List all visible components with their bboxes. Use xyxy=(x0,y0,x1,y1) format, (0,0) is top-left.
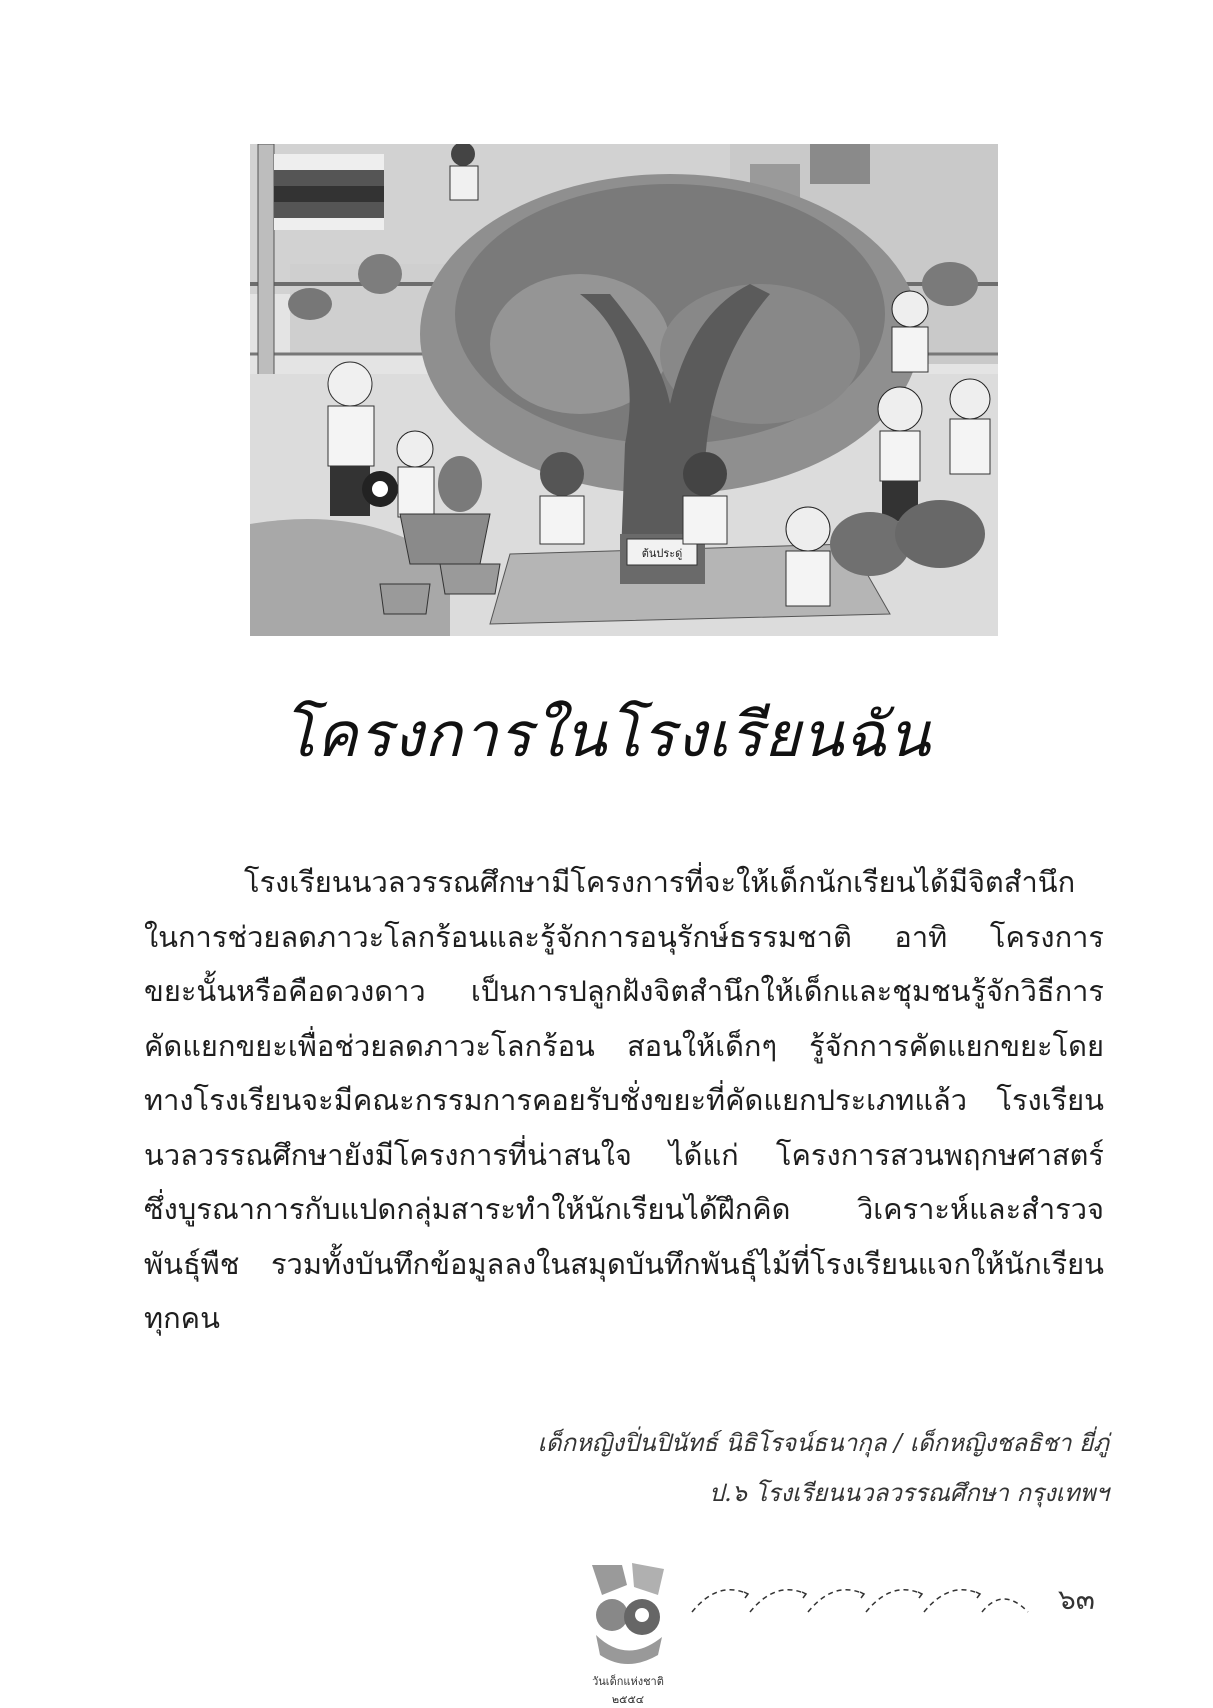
author-school: ป.๖ โรงเรียนนวลวรรณศึกษา กรุงเทพฯ xyxy=(708,1479,1109,1507)
body-line: คัดแยกขยะเพื่อช่วยลดภาวะโลกร้อน สอนให้เด็กๆ รู้จักการคัดแยกขยะโดย xyxy=(144,1028,1104,1063)
school-garden-drawing-icon xyxy=(250,144,998,636)
page-number: ๖๓ xyxy=(1058,1583,1095,1616)
cover-illustration xyxy=(250,144,998,636)
body-line: ทางโรงเรียนจะมีคณะกรรมการคอยรับชั่งขยะที่คัดแยกประเภทแล้ว โรงเรียน xyxy=(144,1083,1104,1117)
body-line: นวลวรรณศึกษายังมีโครงการที่น่าสนใจ ได้แก่ โครงการสวนพฤกษศาสตร์ xyxy=(144,1137,1104,1172)
body-line: ทุกคน xyxy=(144,1301,220,1335)
author-names: เด็กหญิงปิ่นปินัทธ์ นิธิโรจน์ธนากุล / เด็กหญิงชลธิชา ยี่ภู่ xyxy=(537,1429,1109,1457)
logo-caption: วันเด็กแห่งชาติ ๒๕๕๔ xyxy=(592,1675,664,1706)
body-line: ในการช่วยลดภาวะโลกร้อนและรู้จักการอนุรักษ์ธรรมชาติ อาทิ โครงการ xyxy=(144,919,1104,954)
tree-sign-label: ต้นประดู่ xyxy=(641,547,683,560)
body-line: พันธุ์พืช รวมทั้งบันทึกข้อมูลลงในสมุดบันทึกพันธุ์ไม้ที่โรงเรียนแจกให้นักเรียน xyxy=(144,1246,1104,1281)
page-title: โครงการในโรงเรียนฉัน xyxy=(281,698,932,771)
decorative-arcs-icon xyxy=(688,1572,1033,1632)
body-paragraph xyxy=(144,855,1104,1346)
author-credit xyxy=(538,1418,1109,1518)
body-line: โรงเรียนนวลวรรณศึกษามีโครงการที่จะให้เด็กนักเรียนได้มีจิตสำนึก xyxy=(244,865,1076,899)
body-line: ซึ่งบูรณาการกับแปดกลุ่มสาระทำให้นักเรียนได้ฝึกคิด วิเคราะห์และสำรวจ xyxy=(144,1192,1104,1226)
childrens-day-logo-icon xyxy=(582,1555,672,1670)
body-line: ขยะนั้นหรือคือดวงดาว เป็นการปลูกฝังจิตสำนึกให้เด็กและชุมชนรู้จักวิธีการ xyxy=(144,974,1104,1008)
